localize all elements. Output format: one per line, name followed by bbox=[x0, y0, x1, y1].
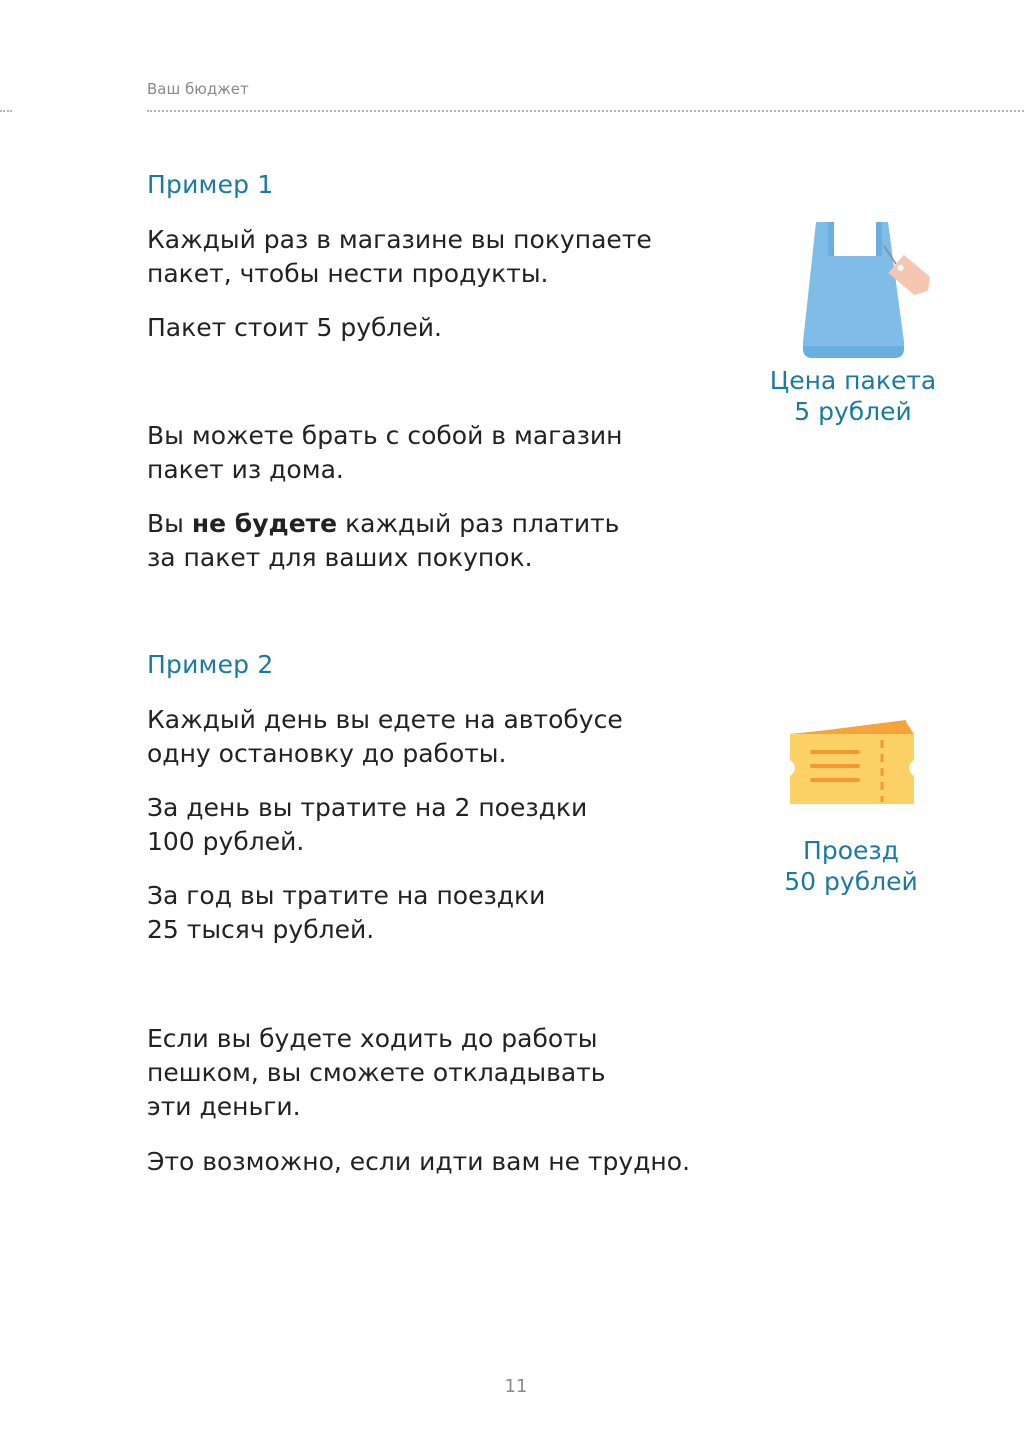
text-line: эти деньги. bbox=[147, 1092, 301, 1121]
header-divider bbox=[147, 110, 1024, 112]
text-line: пешком, вы сможете откладывать bbox=[147, 1058, 606, 1087]
text-line: пакет, чтобы нести продукты. bbox=[147, 259, 549, 288]
text-line: За день вы тратите на 2 поездки bbox=[147, 793, 588, 822]
page-number: 11 bbox=[504, 1376, 528, 1397]
text-line: За год вы тратите на поездки bbox=[147, 881, 546, 910]
text-prefix: Вы bbox=[147, 509, 192, 538]
example-2-paragraph-5 bbox=[147, 1145, 690, 1179]
emphasis-text: не будете bbox=[191, 509, 338, 538]
text-line: пакет из дома. bbox=[147, 455, 344, 484]
text-line: Каждый день вы едете на автобусе bbox=[147, 705, 623, 734]
example-1-caption bbox=[743, 365, 963, 427]
example-2-paragraph-1 bbox=[147, 703, 623, 771]
text-line: за пакет для ваших покупок. bbox=[147, 543, 533, 572]
caption-line: Цена пакета bbox=[769, 366, 937, 395]
text-line: Пакет стоит 5 рублей. bbox=[147, 313, 442, 342]
example-2-paragraph-3 bbox=[147, 879, 545, 947]
text-line: Каждый раз в магазине вы покупаете bbox=[147, 225, 652, 254]
caption-line: 5 рублей bbox=[794, 397, 912, 426]
example-2-paragraph-4 bbox=[147, 1022, 606, 1124]
example-2-caption bbox=[741, 835, 961, 897]
caption-line: 50 рублей bbox=[784, 867, 918, 896]
example-2-heading: Пример 2 bbox=[147, 650, 274, 679]
shopping-bag-with-price-tag-icon bbox=[800, 218, 935, 363]
text-line: одну остановку до работы. bbox=[147, 739, 507, 768]
text-line: 25 тысяч рублей. bbox=[147, 915, 375, 944]
example-1-heading: Пример 1 bbox=[147, 170, 274, 199]
example-1-paragraph-1 bbox=[147, 223, 652, 291]
section-title: Ваш бюджет bbox=[147, 80, 249, 98]
text-line bbox=[147, 507, 619, 541]
text-line: Это возможно, если идти вам не трудно. bbox=[147, 1147, 691, 1176]
text-line: 100 рублей. bbox=[147, 827, 305, 856]
header-divider-left bbox=[0, 110, 12, 112]
example-1-paragraph-4 bbox=[147, 507, 619, 575]
text-line: Если вы будете ходить до работы bbox=[147, 1024, 598, 1053]
example-1-paragraph-3 bbox=[147, 419, 622, 487]
example-2-paragraph-2 bbox=[147, 791, 587, 859]
ticket-icon bbox=[788, 718, 916, 808]
example-1-paragraph-2 bbox=[147, 311, 442, 345]
text-suffix: каждый раз платить bbox=[337, 509, 620, 538]
text-line: Вы можете брать с собой в магазин bbox=[147, 421, 623, 450]
caption-line: Проезд bbox=[803, 836, 899, 865]
